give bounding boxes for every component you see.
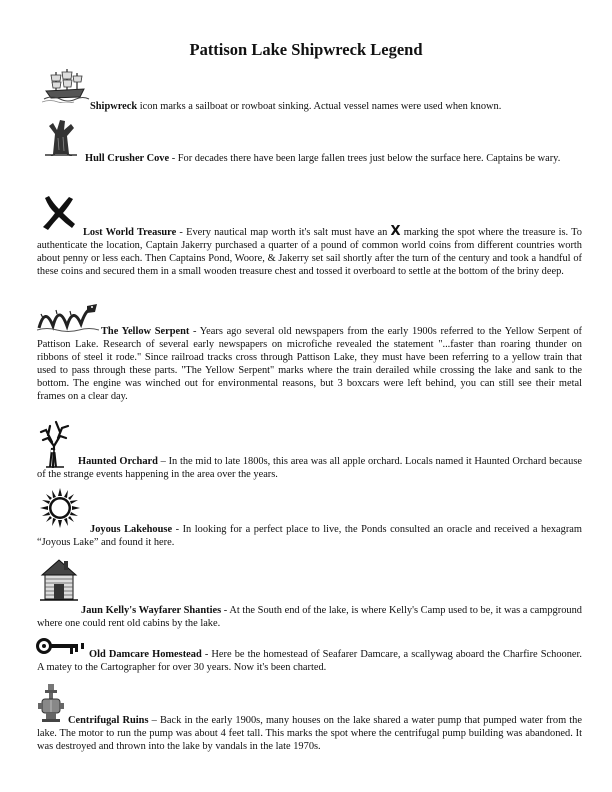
sailing-ship-icon <box>42 67 90 103</box>
legend-entry-name: Hull Crusher Cove <box>85 153 170 164</box>
legend-entry-text: icon marks a sailboat or rowboat sinking. Actual vessel names were used when known. <box>137 101 502 112</box>
page-title: Pattison Lake Shipwreck Legend <box>189 40 423 59</box>
legend-entry-name: Jaun Kelly's Wayfarer Shanties <box>81 605 222 616</box>
legend-entry-wayfarer-shanties <box>37 604 582 630</box>
legend-entry-yellow-serpent <box>37 325 582 403</box>
legend-entry-text: - Years ago several old newspapers from the early 1900s referred to the Yellow Serpent of Pattison Lake. Research of several early newspapers on microfiche revealed the statement "...faster than roaring thunder on ribbons of steel it rode." Since railroad tracks cross through Pattison Lake, they must have been referring to a yellow train that used to pass through these parts. "The Yellow Serpent" marks where the train derailed while crossing the lake and sank to the bottom. The engine was winched out for environmental reasons, but 3 boxcars were left behind, you can still see their metal frames on a clear day. <box>37 326 582 402</box>
legend-entry-name: The Yellow Serpent <box>101 326 190 337</box>
legend-entry-text: - In looking for a perfect place to live, the Ponds consulted an oracle and received a hexagram “Joyous Lake” and found it here. <box>37 524 582 548</box>
legend-entry-text: - At the South end of the lake, is where Kelly's Camp used to be, it was a campground where one could rent old cabins by the lake. <box>37 605 582 629</box>
legend-entry-text: - Every nautical map worth it's salt must have an <box>176 227 391 238</box>
legend-entry-text: marking the spot where the treasure is. To authenticate the location, Captain Jakerry purchased a quarter of a pound of common world coins from different countries worth about penny or less each. Then Captains Pond, Woore, & Jakerry set sail shortly after the turn of the century and took a handful of these coins and secured them in a small wooden treasure chest and tossed it overboard to settle at the bottom of the briny deep. <box>37 227 582 277</box>
x-mark-glyph: X <box>390 224 401 239</box>
legend-entry-name: Old Damcare Homestead <box>89 649 202 660</box>
legend-entry-centrifugal-ruins <box>37 714 582 753</box>
legend-entry-text: - Here be the homestead of Seafarer Damcare, a scallywag aboard the Charfire Schooner. A matey to the Cartographer for over 30 years. Now it's been charted. <box>37 649 582 673</box>
legend-entry-shipwreck <box>37 100 582 113</box>
legend-entry-lost-world-treasure <box>37 225 582 278</box>
sun-moon-icon <box>40 488 80 528</box>
legend-entry-name: Shipwreck <box>90 101 138 112</box>
legend-entry-text: - For decades there have been large fallen trees just below the surface here. Captains be wary. <box>169 153 561 164</box>
legend-entry-name: Joyous Lakehouse <box>90 524 173 535</box>
legend-entry-haunted-orchard <box>37 455 582 481</box>
legend-entry-name: Haunted Orchard <box>78 456 158 467</box>
legend-entry-name: Centrifugal Ruins <box>68 715 149 726</box>
tree-stump-icon <box>41 118 81 156</box>
cabin-icon <box>40 557 78 601</box>
legend-entry-hull-crusher-cove <box>37 152 582 165</box>
legend-entry-text: – Back in the early 1900s, many houses on the lake shared a water pump that pumped water from the lake. The motor to run the pump was about 4 feet tall. This marks the spot where the centrifugal pump building was abandoned. It was destroyed and thrown into the lake by vandals in the late 1970s. <box>37 715 582 752</box>
legend-entry-name: Lost World Treasure <box>83 227 177 238</box>
legend-entry-text: – In the mid to late 1800s, this area was all apple orchard. Locals named it Haunted Orchard because of the strange events happening in the area over the years. <box>37 456 582 480</box>
legend-entry-joyous-lakehouse <box>37 523 582 549</box>
legend-entry-old-damcare-homestead <box>37 648 582 674</box>
